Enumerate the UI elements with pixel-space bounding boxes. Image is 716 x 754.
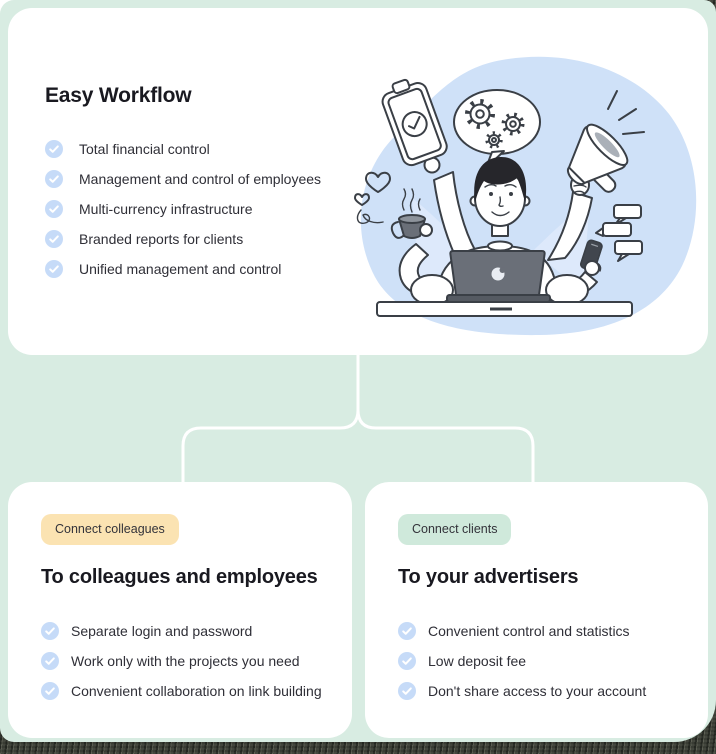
list-item-label: Multi-currency infrastructure xyxy=(79,201,253,217)
check-icon xyxy=(45,140,63,158)
check-icon xyxy=(398,622,416,640)
list-item xyxy=(41,616,352,646)
list-item xyxy=(45,254,321,284)
workflow-card xyxy=(8,8,708,355)
check-icon xyxy=(398,682,416,700)
check-icon xyxy=(41,682,59,700)
list-item xyxy=(45,134,321,164)
colleagues-title: To colleagues and employees xyxy=(41,566,318,588)
colleagues-card xyxy=(8,482,352,738)
advertisers-card xyxy=(365,482,708,738)
list-item-label: Separate login and password xyxy=(71,623,253,639)
list-item xyxy=(398,646,708,676)
desk xyxy=(377,302,632,316)
advertisers-title: To your advertisers xyxy=(398,566,579,588)
list-item xyxy=(398,676,708,706)
list-item xyxy=(398,616,708,646)
connect-colleagues-badge: Connect colleagues xyxy=(41,514,179,545)
list-item xyxy=(45,164,321,194)
workflow-checklist xyxy=(45,134,321,284)
check-icon xyxy=(45,230,63,248)
list-item xyxy=(41,676,352,706)
check-icon xyxy=(41,652,59,670)
check-icon xyxy=(45,260,63,278)
list-item-label: Total financial control xyxy=(79,141,210,157)
list-item-label: Don't share access to your account xyxy=(428,683,647,699)
list-item-label: Work only with the projects you need xyxy=(71,653,300,669)
list-item-label: Management and control of employees xyxy=(79,171,322,187)
list-item-label: Convenient collaboration on link building xyxy=(71,683,322,699)
list-item xyxy=(45,224,321,254)
check-icon xyxy=(41,622,59,640)
list-item-label: Low deposit fee xyxy=(428,653,527,669)
list-item-label: Convenient control and statistics xyxy=(428,623,630,639)
workflow-title: Easy Workflow xyxy=(45,84,192,107)
advertisers-checklist xyxy=(398,616,708,706)
colleagues-checklist xyxy=(41,616,352,706)
check-icon xyxy=(45,170,63,188)
check-icon xyxy=(45,200,63,218)
list-item-label: Unified management and control xyxy=(79,261,282,277)
multitasking-person-illustration xyxy=(352,52,702,352)
laptop-icon xyxy=(447,251,550,302)
check-icon xyxy=(398,652,416,670)
list-item xyxy=(41,646,352,676)
list-item-label: Branded reports for clients xyxy=(79,231,244,247)
connect-clients-badge: Connect clients xyxy=(398,514,511,545)
list-item xyxy=(45,194,321,224)
connector-lines xyxy=(0,355,716,482)
